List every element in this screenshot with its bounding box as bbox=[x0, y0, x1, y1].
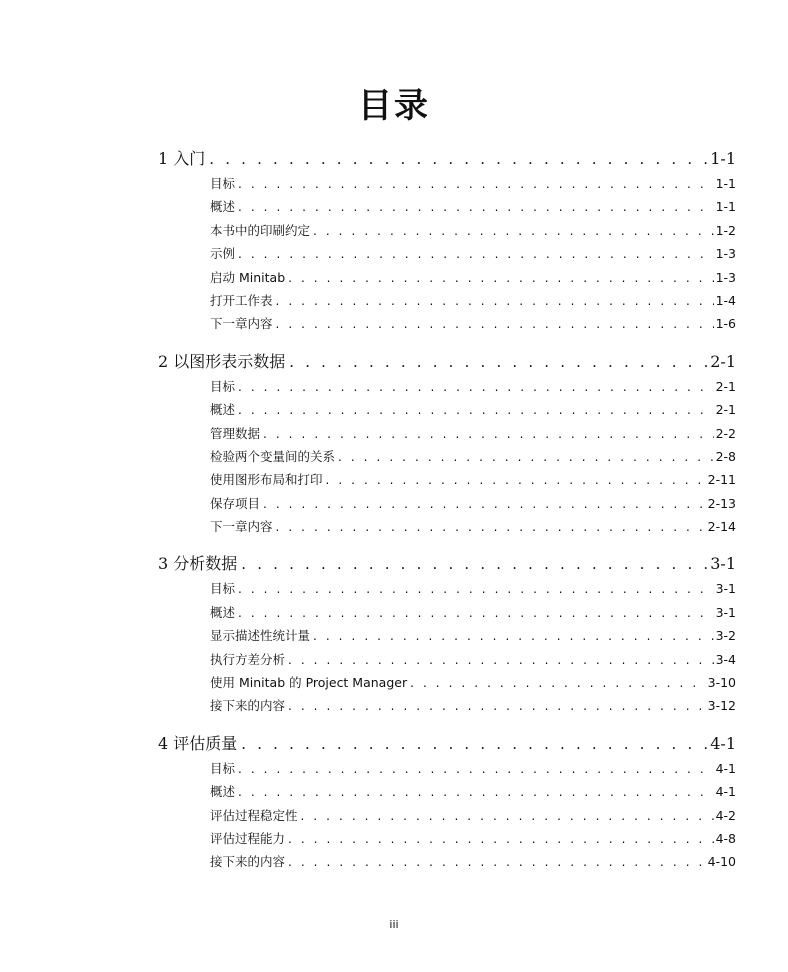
toc-entry[interactable] bbox=[210, 242, 736, 265]
entry-page-number: 4-10 bbox=[707, 854, 736, 870]
toc-entry[interactable] bbox=[210, 577, 736, 600]
entry-title: 保存项目 bbox=[210, 495, 261, 511]
dot-leader bbox=[263, 493, 706, 516]
entry-title: 使用图形布局和打印 bbox=[210, 472, 323, 488]
dot-leader bbox=[288, 828, 714, 851]
chapter-page-number: 1-1 bbox=[710, 149, 736, 168]
entry-page-number: 2-13 bbox=[707, 495, 736, 511]
dot-leader bbox=[289, 349, 709, 375]
entry-title: 评估过程稳定性 bbox=[210, 807, 298, 823]
chapter-page-number: 3-1 bbox=[710, 554, 736, 574]
dot-leader bbox=[338, 446, 714, 469]
entry-page-number: 1-6 bbox=[715, 316, 736, 332]
entry-page-number: 4-8 bbox=[715, 830, 736, 846]
toc-entry[interactable] bbox=[210, 172, 736, 195]
entry-title: 概述 bbox=[210, 604, 236, 620]
toc-entry[interactable] bbox=[210, 219, 736, 242]
chapter-2 bbox=[158, 349, 736, 539]
entry-title: 下一章内容 bbox=[210, 519, 273, 535]
dot-leader bbox=[410, 672, 706, 695]
toc-entry[interactable] bbox=[210, 757, 736, 780]
entry-title: 目标 bbox=[210, 176, 236, 191]
chapter-1 bbox=[158, 146, 736, 336]
entry-page-number: 4-2 bbox=[715, 807, 736, 823]
entry-page-number: 2-14 bbox=[707, 519, 736, 535]
entry-title: 启动 Minitab bbox=[210, 269, 286, 285]
dot-leader bbox=[241, 551, 709, 577]
dot-leader bbox=[276, 313, 714, 336]
toc-entry[interactable] bbox=[210, 445, 736, 468]
entry-page-number: 1-3 bbox=[715, 269, 736, 285]
entry-page-number: 2-1 bbox=[715, 402, 736, 418]
toc-entry[interactable] bbox=[210, 195, 736, 218]
dot-leader bbox=[326, 469, 706, 492]
toc-entry[interactable] bbox=[210, 780, 736, 803]
entry-title: 接下来的内容 bbox=[210, 698, 286, 714]
entry-title: 检验两个变量间的关系 bbox=[210, 448, 336, 464]
dot-leader bbox=[209, 146, 709, 172]
page-number: iii bbox=[389, 918, 399, 931]
toc-entry[interactable] bbox=[210, 289, 736, 312]
dot-leader bbox=[241, 731, 709, 757]
entry-page-number: 1-3 bbox=[715, 246, 736, 262]
chapter-3 bbox=[158, 551, 736, 717]
chapter-page-number: 4-1 bbox=[710, 733, 736, 753]
dot-leader bbox=[288, 649, 714, 672]
entry-page-number: 1-1 bbox=[715, 176, 736, 191]
dot-leader bbox=[301, 805, 714, 828]
dot-leader bbox=[238, 243, 714, 266]
entry-title: 执行方差分析 bbox=[210, 651, 286, 667]
toc-entry[interactable] bbox=[210, 266, 736, 289]
toc-entry[interactable] bbox=[210, 312, 736, 335]
dot-leader bbox=[238, 376, 714, 399]
entry-page-number: 3-12 bbox=[707, 698, 736, 714]
toc-entry[interactable] bbox=[210, 624, 736, 647]
entry-page-number: 2-8 bbox=[715, 448, 736, 464]
toc-entry[interactable] bbox=[210, 375, 736, 398]
entry-title: 示例 bbox=[210, 246, 236, 262]
entry-page-number: 3-1 bbox=[715, 604, 736, 620]
toc-entry[interactable] bbox=[210, 671, 736, 694]
entry-page-number: 2-1 bbox=[715, 378, 736, 394]
entry-title: 概述 bbox=[210, 784, 236, 800]
chapter-heading[interactable] bbox=[158, 349, 736, 375]
page-title: 目录 bbox=[358, 86, 430, 126]
toc-entry[interactable] bbox=[210, 601, 736, 624]
chapter-title: 3 分析数据 bbox=[158, 554, 238, 574]
entry-title: 目标 bbox=[210, 760, 236, 776]
entry-page-number: 4-1 bbox=[715, 784, 736, 800]
entry-page-number: 1-2 bbox=[715, 222, 736, 238]
dot-leader bbox=[238, 578, 714, 601]
dot-leader bbox=[288, 267, 713, 290]
entry-page-number: 4-1 bbox=[715, 760, 736, 776]
toc-entry[interactable] bbox=[210, 694, 736, 717]
toc-entry[interactable] bbox=[210, 492, 736, 515]
entry-page-number: 3-10 bbox=[707, 675, 736, 691]
dot-leader bbox=[276, 290, 714, 313]
dot-leader bbox=[263, 423, 714, 446]
dot-leader bbox=[313, 220, 714, 243]
entry-title: 下一章内容 bbox=[210, 316, 273, 332]
dot-leader bbox=[238, 602, 714, 625]
entry-title: 目标 bbox=[210, 581, 236, 597]
toc-entry[interactable] bbox=[210, 468, 736, 491]
entry-page-number: 3-1 bbox=[715, 581, 736, 597]
toc-entry[interactable] bbox=[210, 648, 736, 671]
entry-title: 接下来的内容 bbox=[210, 854, 286, 870]
dot-leader bbox=[238, 781, 714, 804]
entry-page-number: 2-2 bbox=[715, 425, 736, 441]
toc-entry[interactable] bbox=[210, 850, 736, 873]
chapter-heading[interactable] bbox=[158, 731, 736, 757]
chapter-heading[interactable] bbox=[158, 146, 736, 172]
entry-page-number: 2-11 bbox=[707, 472, 736, 488]
dot-leader bbox=[276, 516, 706, 539]
dot-leader bbox=[313, 625, 714, 648]
toc-entry[interactable] bbox=[210, 398, 736, 421]
toc-entry[interactable] bbox=[210, 422, 736, 445]
dot-leader bbox=[238, 173, 714, 196]
entry-title: 概述 bbox=[210, 402, 236, 418]
entry-title: 显示描述性统计量 bbox=[210, 628, 311, 644]
entry-page-number: 1-4 bbox=[715, 292, 736, 308]
dot-leader bbox=[238, 399, 714, 422]
dot-leader bbox=[238, 196, 714, 219]
chapter-title: 4 评估质量 bbox=[158, 733, 238, 753]
entry-title: 本书中的印刷约定 bbox=[210, 222, 311, 238]
table-of-contents bbox=[158, 146, 736, 887]
chapter-page-number: 2-1 bbox=[710, 351, 736, 371]
chapter-4 bbox=[158, 731, 736, 874]
dot-leader bbox=[238, 758, 714, 781]
entry-title: 概述 bbox=[210, 199, 236, 215]
entry-title: 目标 bbox=[210, 378, 236, 394]
entry-title: 管理数据 bbox=[210, 425, 261, 441]
entry-page-number: 3-4 bbox=[715, 651, 736, 667]
entry-title: 打开工作表 bbox=[210, 292, 273, 308]
dot-leader bbox=[288, 851, 706, 874]
chapter-title: 2 以图形表示数据 bbox=[158, 351, 286, 371]
dot-leader bbox=[288, 695, 706, 718]
toc-entry[interactable] bbox=[210, 515, 736, 538]
toc-entry[interactable] bbox=[210, 827, 736, 850]
toc-entry[interactable] bbox=[210, 804, 736, 827]
entry-page-number: 3-2 bbox=[715, 628, 736, 644]
chapter-title: 1 入门 bbox=[158, 149, 206, 168]
entry-title: 使用 Minitab 的 Project Manager bbox=[210, 675, 408, 691]
chapter-heading[interactable] bbox=[158, 551, 736, 577]
entry-title: 评估过程能力 bbox=[210, 830, 286, 846]
entry-page-number: 1-1 bbox=[715, 199, 736, 215]
